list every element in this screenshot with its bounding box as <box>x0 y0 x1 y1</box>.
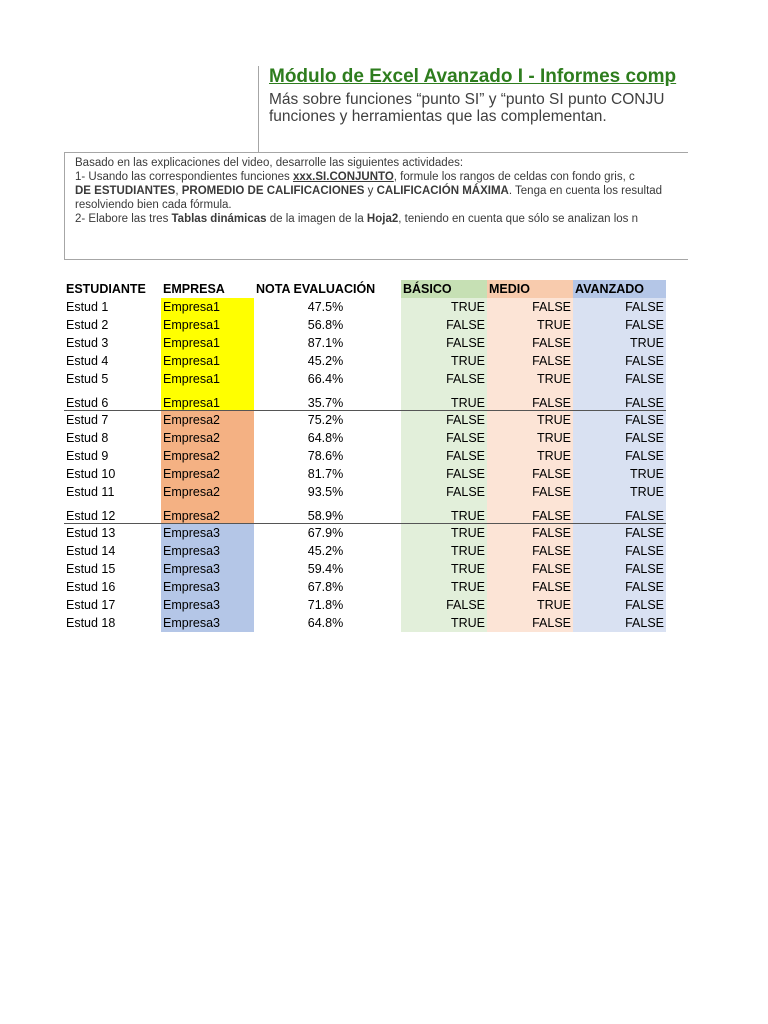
medio-cell[interactable]: FALSE <box>487 578 573 596</box>
empresa-cell[interactable]: Empresa1 <box>161 370 254 388</box>
estudiante-cell[interactable]: Estud 16 <box>66 580 116 594</box>
nota-cell[interactable]: 67.9% <box>254 524 397 543</box>
page-title: Módulo de Excel Avanzado I - Informes comp <box>269 66 677 87</box>
avanzado-cell[interactable]: FALSE <box>573 411 666 430</box>
basico-cell[interactable]: TRUE <box>401 501 487 524</box>
header-empresa[interactable]: EMPRESA <box>163 282 225 296</box>
medio-cell[interactable]: FALSE <box>487 614 573 632</box>
nota-cell[interactable]: 64.8% <box>307 616 344 630</box>
estudiante-cell[interactable]: Estud 4 <box>66 354 109 368</box>
medio-cell[interactable]: FALSE <box>487 483 573 501</box>
empresa-cell[interactable]: Empresa2 <box>161 483 254 501</box>
empresa-cell[interactable]: Empresa1 <box>161 334 254 352</box>
empresa-cell[interactable]: Empresa3 <box>161 560 254 578</box>
estudiante-cell[interactable]: Estud 2 <box>66 318 109 332</box>
header-medio[interactable]: MEDIO <box>487 280 573 298</box>
avanzado-cell[interactable]: FALSE <box>573 524 666 543</box>
instruction-line-3: DE ESTUDIANTES, PROMEDIO DE CALIFICACIONES y CALIFICACIÓN MÁXIMA. Tenga en cuenta los resultad <box>75 185 663 197</box>
table-row <box>64 316 666 334</box>
avanzado-cell[interactable]: FALSE <box>573 370 666 388</box>
table-row <box>64 429 666 447</box>
avanzado-cell[interactable]: TRUE <box>573 465 666 483</box>
nota-cell[interactable]: 71.8% <box>307 598 344 612</box>
page-subtitle <box>269 91 688 125</box>
nota-cell[interactable]: 58.9% <box>307 509 344 523</box>
table-row <box>64 370 666 388</box>
instruction-line-1: Basado en las explicaciones del video, desarrolle las siguientes actividades: <box>75 157 464 169</box>
header-basico[interactable]: BÁSICO <box>401 280 487 298</box>
estudiante-cell[interactable]: Estud 17 <box>66 598 116 612</box>
estudiante-cell[interactable]: Estud 6 <box>66 396 109 410</box>
basico-cell[interactable]: FALSE <box>401 447 487 465</box>
basico-cell[interactable]: TRUE <box>401 298 487 316</box>
basico-cell[interactable]: TRUE <box>401 560 487 578</box>
table-row <box>64 560 666 578</box>
avanzado-cell[interactable]: FALSE <box>573 352 666 370</box>
estudiante-cell[interactable]: Estud 1 <box>66 300 109 314</box>
nota-cell[interactable]: 47.5% <box>307 300 344 314</box>
table-row <box>64 298 666 316</box>
medio-cell[interactable]: TRUE <box>487 411 573 430</box>
nota-cell[interactable]: 45.2% <box>307 544 344 558</box>
estudiante-cell[interactable]: Estud 15 <box>66 562 116 576</box>
basico-cell[interactable]: FALSE <box>401 596 487 614</box>
estudiante-cell[interactable]: Estud 12 <box>66 509 116 523</box>
table-row <box>64 334 666 352</box>
empresa-cell[interactable]: Empresa3 <box>161 596 254 614</box>
instruction-line-2: 1- Usando las correspondientes funciones xxx.SI.CONJUNTO, formule los rangos de celdas con fondo gris, c <box>75 171 635 183</box>
empresa-cell[interactable]: Empresa2 <box>161 429 254 447</box>
nota-cell[interactable]: 75.2% <box>254 411 397 430</box>
estudiante-cell[interactable]: Estud 8 <box>66 431 109 445</box>
basico-cell[interactable]: FALSE <box>401 465 487 483</box>
estudiante-cell[interactable]: Estud 13 <box>64 524 161 543</box>
basico-cell[interactable]: FALSE <box>401 429 487 447</box>
empresa-cell[interactable]: Empresa3 <box>161 524 254 543</box>
table-row <box>64 614 666 632</box>
basico-cell[interactable]: TRUE <box>401 578 487 596</box>
avanzado-cell[interactable]: FALSE <box>573 501 666 524</box>
empresa-cell[interactable]: Empresa2 <box>161 501 254 524</box>
avanzado-cell[interactable]: TRUE <box>573 334 666 352</box>
medio-cell[interactable]: FALSE <box>487 560 573 578</box>
nota-cell[interactable]: 67.8% <box>307 580 344 594</box>
avanzado-cell[interactable]: FALSE <box>573 596 666 614</box>
basico-cell[interactable]: FALSE <box>401 370 487 388</box>
table-row <box>64 465 666 483</box>
avanzado-cell[interactable]: FALSE <box>573 560 666 578</box>
empresa-cell[interactable]: Empresa2 <box>161 447 254 465</box>
nota-cell[interactable]: 78.6% <box>307 449 344 463</box>
table-header-row <box>64 280 666 298</box>
estudiante-cell[interactable]: Estud 14 <box>66 544 116 558</box>
nota-cell[interactable]: 64.8% <box>307 431 344 445</box>
empresa-cell[interactable]: Empresa3 <box>161 542 254 560</box>
instructions-text <box>75 156 662 226</box>
empresa-cell[interactable]: Empresa1 <box>161 316 254 334</box>
avanzado-cell[interactable]: FALSE <box>573 298 666 316</box>
table-row <box>64 447 666 465</box>
table-row <box>64 542 666 560</box>
medio-cell[interactable]: FALSE <box>487 388 573 411</box>
estudiante-cell[interactable]: Estud 10 <box>66 467 116 481</box>
subtitle-line-1: Más sobre funciones “punto SI” y “punto SI punto CONJU <box>269 91 665 108</box>
avanzado-cell[interactable]: FALSE <box>573 388 666 411</box>
empresa-cell[interactable]: Empresa1 <box>161 298 254 316</box>
medio-cell[interactable]: FALSE <box>487 542 573 560</box>
students-table <box>64 280 666 632</box>
medio-cell[interactable]: TRUE <box>487 429 573 447</box>
header-estudiante[interactable]: ESTUDIANTE <box>66 282 146 296</box>
nota-cell[interactable]: 87.1% <box>307 336 344 350</box>
estudiante-cell[interactable]: Estud 3 <box>66 336 109 350</box>
avanzado-cell[interactable]: FALSE <box>573 542 666 560</box>
empresa-cell[interactable]: Empresa3 <box>161 578 254 596</box>
title-box <box>258 66 688 153</box>
instruction-line-4: resolviendo bien cada fórmula. <box>75 199 232 211</box>
nota-cell[interactable]: 59.4% <box>307 562 344 576</box>
medio-cell[interactable]: TRUE <box>487 370 573 388</box>
instructions-box <box>64 152 688 260</box>
basico-cell[interactable]: TRUE <box>401 352 487 370</box>
table-row <box>64 501 666 524</box>
medio-cell[interactable]: FALSE <box>487 465 573 483</box>
avanzado-cell[interactable]: FALSE <box>573 316 666 334</box>
nota-cell[interactable]: 56.8% <box>307 318 344 332</box>
avanzado-cell[interactable]: FALSE <box>573 447 666 465</box>
avanzado-cell[interactable]: FALSE <box>573 614 666 632</box>
header-avanzado[interactable]: AVANZADO <box>573 280 666 298</box>
medio-cell[interactable]: FALSE <box>487 298 573 316</box>
nota-cell[interactable]: 93.5% <box>307 485 344 499</box>
empresa-cell[interactable]: Empresa2 <box>161 465 254 483</box>
medio-cell[interactable]: FALSE <box>487 334 573 352</box>
table-row <box>64 578 666 596</box>
medio-cell[interactable]: TRUE <box>487 596 573 614</box>
avanzado-cell[interactable]: TRUE <box>573 483 666 501</box>
nota-cell[interactable]: 35.7% <box>307 396 344 410</box>
estudiante-cell[interactable]: Estud 9 <box>66 449 109 463</box>
table-row <box>64 596 666 614</box>
avanzado-cell[interactable]: FALSE <box>573 429 666 447</box>
table-row <box>64 524 666 543</box>
basico-cell[interactable]: TRUE <box>401 524 487 543</box>
empresa-cell[interactable]: Empresa1 <box>161 388 254 411</box>
basico-cell[interactable]: TRUE <box>401 542 487 560</box>
estudiante-cell[interactable]: Estud 5 <box>66 372 109 386</box>
basico-cell[interactable]: FALSE <box>401 411 487 430</box>
empresa-cell[interactable]: Empresa2 <box>161 411 254 430</box>
subtitle-line-2: funciones y herramientas que las complementan. <box>269 108 607 125</box>
avanzado-cell[interactable]: FALSE <box>573 578 666 596</box>
nota-cell[interactable]: 45.2% <box>307 354 344 368</box>
table-row <box>64 411 666 430</box>
basico-cell[interactable]: FALSE <box>401 483 487 501</box>
medio-cell[interactable]: FALSE <box>487 524 573 543</box>
basico-cell[interactable]: FALSE <box>401 316 487 334</box>
basico-cell[interactable]: TRUE <box>401 614 487 632</box>
instruction-line-5: 2- Elabore las tres Tablas dinámicas de la imagen de la Hoja2, teniendo en cuenta que sólo se analizan los n <box>75 213 639 225</box>
header-nota[interactable]: NOTA EVALUACIÓN <box>256 282 376 296</box>
table-row <box>64 352 666 370</box>
medio-cell[interactable]: FALSE <box>487 501 573 524</box>
nota-cell[interactable]: 81.7% <box>307 467 344 481</box>
medio-cell[interactable]: FALSE <box>487 352 573 370</box>
basico-cell[interactable]: TRUE <box>401 388 487 411</box>
empresa-cell[interactable]: Empresa3 <box>161 614 254 632</box>
table-row <box>64 483 666 501</box>
estudiante-cell[interactable]: Estud 11 <box>66 485 115 499</box>
nota-cell[interactable]: 66.4% <box>307 372 344 386</box>
medio-cell[interactable]: TRUE <box>487 447 573 465</box>
medio-cell[interactable]: TRUE <box>487 316 573 334</box>
basico-cell[interactable]: FALSE <box>401 334 487 352</box>
table-body <box>64 298 666 632</box>
empresa-cell[interactable]: Empresa1 <box>161 352 254 370</box>
estudiante-cell[interactable]: Estud 7 <box>64 411 161 430</box>
estudiante-cell[interactable]: Estud 18 <box>66 616 116 630</box>
table-row <box>64 388 666 411</box>
